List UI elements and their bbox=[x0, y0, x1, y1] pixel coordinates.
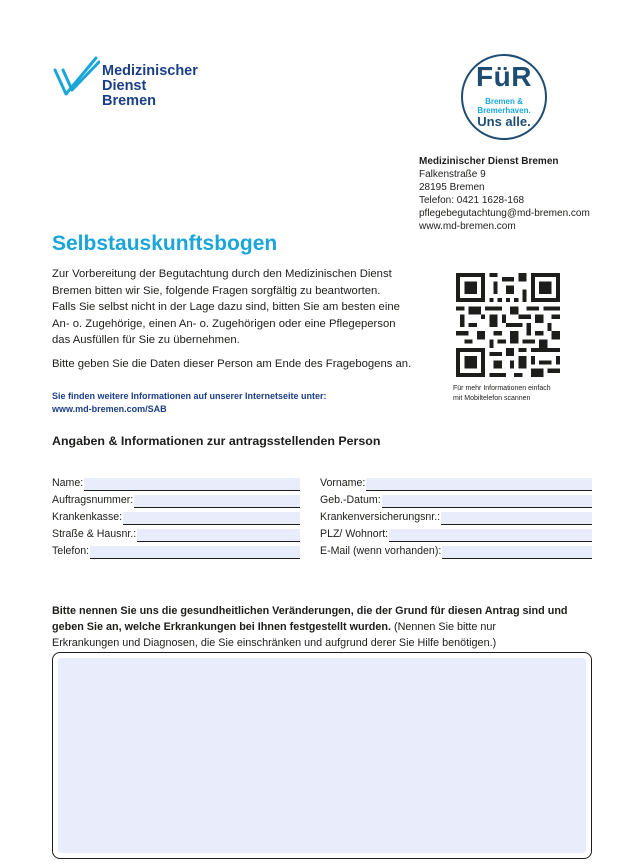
strasse-label: Straße & Hausnr.: bbox=[52, 528, 137, 540]
geb-datum-field[interactable] bbox=[320, 492, 592, 508]
telefon-input[interactable] bbox=[90, 546, 300, 559]
badge-bottom-text: Uns alle. bbox=[477, 114, 531, 129]
question-normal-part: (Nennen Sie bitte nur bbox=[390, 621, 497, 633]
address-web[interactable]: www.md-bremen.com bbox=[419, 221, 516, 232]
question-line-2 bbox=[52, 619, 592, 635]
intro-line: Bremen bitten wir Sie, folgende Fragen sorgfältig zu beantworten. bbox=[52, 284, 381, 297]
intro-line: Zur Vorbereitung der Begutachtung durch den Medizinischen Dienst bbox=[52, 268, 392, 280]
section-heading: Angaben & Informationen zur antragsstellenden Person bbox=[52, 434, 381, 448]
checkmark-logo-icon bbox=[52, 56, 100, 100]
address-street: Falkenstraße 9 bbox=[419, 169, 486, 180]
krankenkasse-input[interactable] bbox=[123, 512, 300, 525]
question-bold-part: geben Sie an, welche Erkrankungen bei Ihnen festgestellt wurden. bbox=[52, 621, 391, 633]
email-field[interactable] bbox=[320, 543, 592, 559]
vorname-input[interactable] bbox=[366, 478, 592, 491]
logo-line-2: Bremen bbox=[102, 93, 156, 109]
address-city: 28195 Bremen bbox=[419, 182, 485, 193]
krankenkasse-field[interactable] bbox=[52, 509, 300, 525]
auftragsnummer-field[interactable] bbox=[52, 492, 300, 508]
web-info-text: Sie finden weitere Informationen auf unserer Internetseite unter: bbox=[52, 391, 327, 401]
web-info bbox=[52, 390, 327, 415]
geb-datum-input[interactable] bbox=[382, 495, 592, 508]
email-input[interactable] bbox=[442, 546, 592, 559]
page-title: Selbstauskunftsbogen bbox=[52, 232, 278, 255]
question-line-3: Erkrankungen und Diagnosen, die Sie einschränken und aufgrund derer Sie Hilfe benötigen.) bbox=[52, 637, 497, 649]
fuer-bremen-badge bbox=[461, 54, 547, 140]
krankenkasse-label: Krankenkasse: bbox=[52, 511, 123, 523]
plz-field[interactable] bbox=[320, 526, 592, 542]
telefon-field[interactable] bbox=[52, 543, 300, 559]
address-phone: Telefon: 0421 1628-168 bbox=[419, 195, 525, 206]
qr-caption-line-1: Für mehr Informationen einfach bbox=[453, 385, 551, 392]
telefon-label: Telefon: bbox=[52, 545, 90, 557]
geb-datum-label: Geb.-Datum: bbox=[320, 494, 381, 506]
name-field[interactable] bbox=[52, 475, 300, 491]
qr-code-icon[interactable] bbox=[456, 273, 560, 377]
question-bold-line: Bitte nennen Sie uns die gesundheitlichen Veränderungen, die der Grund für diesen Antrag sind und bbox=[52, 605, 568, 617]
auftragsnummer-input[interactable] bbox=[134, 495, 300, 508]
qr-caption-line-2: mit Mobiltelefon scannen bbox=[453, 395, 531, 402]
plz-label: PLZ/ Wohnort: bbox=[320, 528, 389, 540]
name-input[interactable] bbox=[84, 478, 300, 491]
health-answer-box[interactable] bbox=[52, 652, 592, 859]
vorname-field[interactable] bbox=[320, 475, 592, 491]
intro-line: Falls Sie selbst nicht in der Lage dazu sind, bitten Sie am besten eine bbox=[52, 301, 400, 313]
kvnr-input[interactable] bbox=[441, 512, 592, 525]
md-bremen-logo bbox=[52, 56, 242, 109]
email-label: E-Mail (wenn vorhanden): bbox=[320, 545, 442, 557]
kvnr-field[interactable] bbox=[320, 509, 592, 525]
strasse-input[interactable] bbox=[137, 529, 300, 542]
logo-line-1: Medizinischer Dienst bbox=[102, 63, 198, 94]
intro-paragraph bbox=[52, 266, 422, 349]
badge-sub-text bbox=[463, 97, 545, 115]
badge-sub-line-2: Bremerhaven. bbox=[477, 106, 531, 115]
badge-main-text: FüR bbox=[476, 61, 532, 92]
intro-line: das Ausfüllen für Sie zu übernehmen. bbox=[52, 334, 240, 346]
intro-line: An- o. Zugehörige, einen An- o. Zugehörigen oder eine Pflegeperson bbox=[52, 317, 396, 330]
vorname-label: Vorname: bbox=[320, 477, 366, 489]
qr-caption bbox=[453, 384, 573, 404]
web-info-link[interactable]: www.md-bremen.com/SAB bbox=[52, 403, 167, 414]
auftragsnummer-label: Auftragsnummer: bbox=[52, 494, 134, 506]
intro-paragraph-2: Bitte geben Sie die Daten dieser Person am Ende des Fragebogens an. bbox=[52, 358, 412, 370]
strasse-field[interactable] bbox=[52, 526, 300, 542]
health-answer-input[interactable] bbox=[58, 658, 586, 853]
address-block bbox=[419, 155, 590, 233]
kvnr-label: Krankenversicherungsnr.: bbox=[320, 511, 441, 523]
address-email[interactable]: pflegebegutachtung@md-bremen.com bbox=[419, 208, 590, 219]
name-label: Name: bbox=[52, 477, 84, 489]
address-name: Medizinischer Dienst Bremen bbox=[419, 156, 559, 167]
health-question bbox=[52, 603, 592, 651]
logo-text bbox=[102, 64, 242, 109]
plz-input[interactable] bbox=[389, 529, 592, 542]
badge-sub-line-1: Bremen & bbox=[485, 97, 523, 106]
